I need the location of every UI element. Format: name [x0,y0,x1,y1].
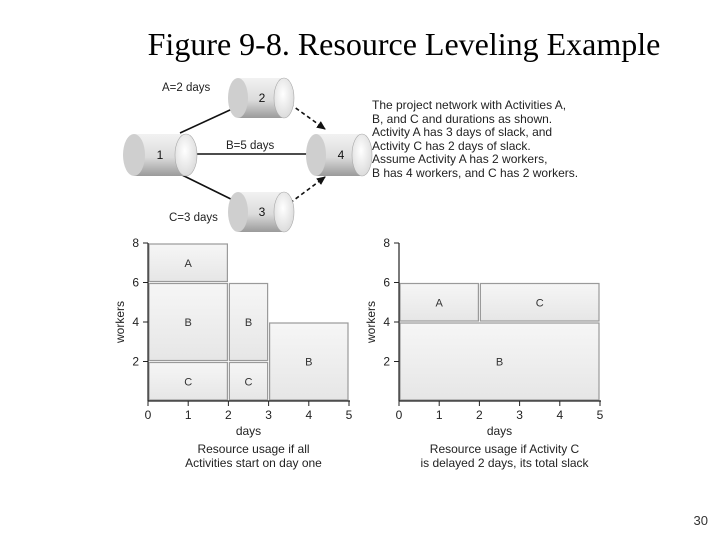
block-label: B [305,356,313,369]
description-line: B has 4 workers, and C has 2 workers. [372,165,579,180]
description-line: Activity A has 3 days of slack, and [372,125,553,139]
y-tick-label: 4 [383,315,390,329]
block-label: C [535,297,544,310]
edge-label-c: C=3 days [169,212,218,224]
node-4-label: 4 [337,148,345,162]
chart-caption: is delayed 2 days, its total slack [420,456,589,470]
network-description [372,99,578,180]
node-2-label: 2 [258,91,266,105]
resource-chart-c-delayed [364,236,604,470]
description-line: B, and C and durations as shown. [372,111,553,126]
x-axis-label: days [235,424,262,438]
x-tick-label: 0 [395,408,403,422]
y-tick-label: 2 [132,354,139,369]
node-3-label: 3 [258,205,266,219]
x-tick-label: 2 [476,408,483,422]
description-line: Assume Activity A has 2 workers, [372,152,548,166]
x-axis-label: days [486,424,513,438]
block-label: B [244,317,253,329]
x-tick-label: 5 [345,408,353,422]
block-label: A [184,257,192,270]
node-1-label: 1 [156,148,164,162]
x-tick-label: 0 [144,408,152,422]
y-axis-label: workers [364,300,378,344]
resource-chart-all-start-day-one [113,236,353,470]
block-label: C [244,376,253,389]
block-label: B [495,356,504,369]
description-line: The project network with Activities A, [372,98,567,112]
y-tick-label: 8 [383,236,390,250]
y-tick-label: 4 [132,315,139,329]
x-tick-label: 3 [516,408,523,422]
x-tick-label: 4 [305,408,313,422]
edge-label-a: A=2 days [162,82,211,94]
page-number: 30 [693,513,708,528]
y-tick-label: 2 [383,354,390,369]
block-label: B [184,317,192,329]
chart-caption: Resource usage if all [197,442,310,456]
y-tick-label: 6 [132,275,139,290]
block-label: A [435,297,443,310]
edge-2-4-dummy [290,104,325,129]
edge-3-4-dummy [290,177,325,203]
slide-title: Figure 9-8. Resource Leveling Example [147,26,661,62]
x-tick-label: 4 [556,408,564,422]
x-tick-label: 2 [225,408,232,422]
x-tick-label: 1 [184,408,192,422]
chart-caption: Resource usage if Activity C [429,442,580,456]
chart-caption: Activities start on day one [185,456,322,470]
y-tick-label: 8 [132,236,139,250]
x-tick-label: 5 [596,408,604,422]
x-tick-label: 3 [265,408,272,422]
y-tick-label: 6 [383,275,390,290]
x-tick-label: 1 [435,408,443,422]
y-axis-label: workers [113,300,127,344]
description-line: Activity C has 2 days of slack. [372,138,531,153]
edge-label-b: B=5 days [226,140,275,152]
block-label: C [184,376,193,389]
